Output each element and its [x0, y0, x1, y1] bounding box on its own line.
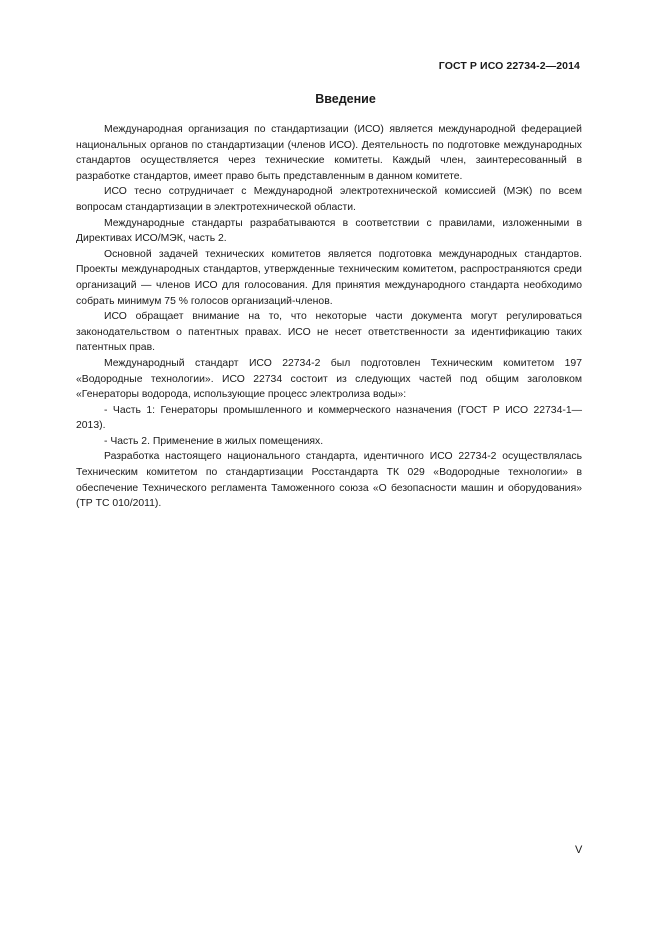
document-body — [76, 122, 582, 512]
list-item-part-1: - Часть 1: Генераторы промышленного и коммерческого назначения (ГОСТ Р ИСО 22734-1—2013). — [76, 404, 582, 432]
paragraph-iso-organization: Международная организация по стандартизации (ИСО) является международной федерацией национальных органов по стандартизации (членов ИСО). Деятельность по подготовке международных стандартов осуществляется через технические комитеты. Каждый член, заинтересованный в разработке стандартов, имеет право быть представленным в данном комитете. — [76, 124, 582, 182]
document-code-header: ГОСТ Р ИСО 22734-2—2014 — [438, 60, 580, 72]
paragraph-iec-cooperation: ИСО тесно сотрудничает с Международной электротехнической комиссией (МЭК) по всем вопросам стандартизации в электротехнической области. — [76, 186, 582, 213]
paragraph-directives: Международные стандарты разрабатываются в соответствии с правилами, изложенными в Директивах ИСО/МЭК, часть 2. — [76, 217, 582, 245]
list-item-part-2: - Часть 2. Применение в жилых помещениях. — [104, 435, 324, 447]
paragraph-technical-committees: Основной задачей технических комитетов является подготовка международных стандартов. Проекты международных стандартов, утвержденные техническим комитетом, распространяются среди организаций — членов ИСО для голосования. Для принятия международного стандарта необходимо собрать минимум 75 % голосов организаций-членов. — [76, 248, 582, 307]
paragraph-patent-rights: ИСО обращает внимание на то, что некоторые части документа могут регулироваться законодательством о патентных правах. ИСО не несет ответственности за идентификацию таких патентных прав. — [76, 311, 582, 354]
paragraph-national-standard: Разработка настоящего национального стандарта, идентичного ИСО 22734-2 осуществлялась Техническим комитетом по стандартизации Росстандарта ТК 029 «Водородные технологии» в обеспечение Технического регламента Таможенного союза «О безопасности машин и оборудования» (ТР ТС 010/2011). — [76, 451, 582, 510]
section-title: Введение — [315, 92, 376, 106]
paragraph-standard-preparation: Международный стандарт ИСО 22734-2 был подготовлен Техническим комитетом 197 «Водородные технологии». ИСО 22734 состоит из следующих частей под общим заголовком «Генераторы водорода, использующие процесс электролиза воды»: — [76, 357, 582, 401]
page-number: V — [575, 844, 583, 856]
